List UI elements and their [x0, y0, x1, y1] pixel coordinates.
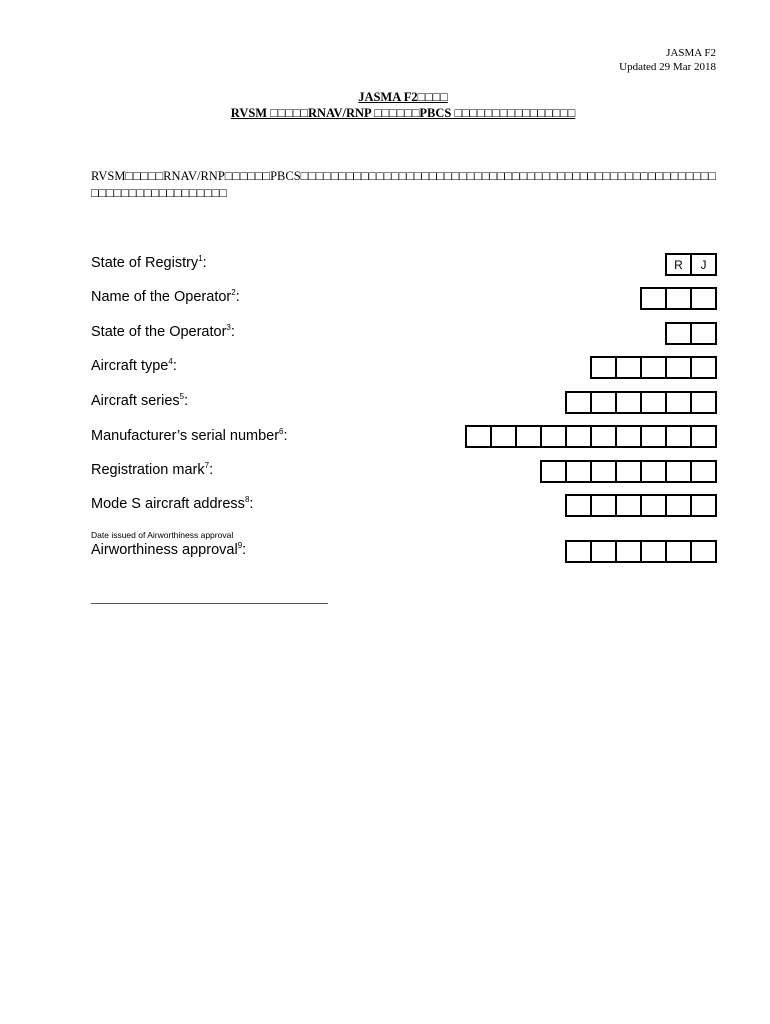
char-box[interactable]	[565, 462, 590, 481]
char-box[interactable]	[665, 289, 690, 308]
char-box[interactable]	[690, 496, 715, 515]
char-box[interactable]	[642, 289, 665, 308]
char-box[interactable]	[690, 427, 715, 446]
char-box[interactable]	[592, 358, 615, 377]
field-label-registration-mark: Registration mark$^7$:	[91, 461, 214, 478]
char-box[interactable]: R	[674, 257, 683, 272]
char-box[interactable]	[567, 542, 590, 561]
field-label-operator-state: State of the Operator$^3$:	[91, 323, 235, 340]
char-box[interactable]	[542, 462, 565, 481]
char-box[interactable]	[665, 427, 690, 446]
char-box[interactable]	[615, 427, 640, 446]
char-box[interactable]	[590, 462, 615, 481]
field-label-state-of-registry: State of Registry$^1$:	[91, 254, 207, 271]
char-box[interactable]	[640, 462, 665, 481]
char-box[interactable]	[640, 496, 665, 515]
field-label-aircraft-series: Aircraft series$^5$:	[91, 392, 189, 409]
char-box[interactable]	[615, 358, 640, 377]
field-label-mode-s-address: Mode S aircraft address$^8$:	[91, 495, 254, 512]
char-box[interactable]	[615, 393, 640, 412]
char-box[interactable]	[690, 289, 715, 308]
char-box[interactable]	[667, 324, 690, 343]
char-box[interactable]	[640, 393, 665, 412]
char-box[interactable]	[615, 462, 640, 481]
operator-state-boxes[interactable]	[665, 322, 717, 345]
char-box[interactable]	[590, 542, 615, 561]
intro-paragraph: RVSM□□□□□RNAV/RNP□□□□□□PBCS□□□□□□□□□□□□□□□□□□□□□□□□□□□□□□□□□□□□□□□□□□□□□□□□□□□□□□□□□□□□□□□□□□□□□□□□□	[91, 169, 716, 200]
char-box[interactable]	[690, 393, 715, 412]
operator-name-boxes[interactable]	[640, 287, 717, 310]
updated-date: Updated 29 Mar 2018	[619, 61, 716, 73]
airworthiness-approval-boxes[interactable]	[565, 540, 717, 563]
form-subtitle: RVSM □□□□□RNAV/RNP □□□□□□PBCS □□□□□□□□□□□□□□□□	[230, 106, 576, 120]
char-box[interactable]	[590, 393, 615, 412]
char-box[interactable]	[640, 542, 665, 561]
state-of-registry-boxes[interactable]	[665, 253, 717, 276]
char-box[interactable]	[665, 393, 690, 412]
char-box[interactable]	[690, 324, 715, 343]
char-box[interactable]	[615, 496, 640, 515]
char-box[interactable]	[590, 496, 615, 515]
aircraft-type-boxes[interactable]	[590, 356, 717, 379]
form-title: JASMA F2□□□□	[358, 90, 448, 104]
char-box[interactable]: J	[690, 255, 715, 274]
form-id: JASMA F2	[666, 47, 716, 59]
char-box[interactable]	[567, 393, 590, 412]
registration-mark-boxes[interactable]	[540, 460, 717, 483]
char-box[interactable]	[690, 358, 715, 377]
field-label-operator-name: Name of the Operator$^2$:	[91, 288, 240, 305]
char-box[interactable]	[540, 427, 565, 446]
char-box[interactable]	[590, 427, 615, 446]
char-box[interactable]	[615, 542, 640, 561]
field-label-airworthiness-approval: Airworthiness approval$^9$:	[91, 541, 247, 558]
char-box[interactable]	[690, 462, 715, 481]
char-box[interactable]	[640, 358, 665, 377]
char-box[interactable]	[565, 427, 590, 446]
char-box[interactable]	[490, 427, 515, 446]
field-label-aircraft-type: Aircraft type$^4$:	[91, 357, 177, 374]
char-box[interactable]	[690, 542, 715, 561]
char-box[interactable]	[665, 542, 690, 561]
char-box[interactable]	[567, 496, 590, 515]
field-label-serial-number: Manufacturer’s serial number$^6$:	[91, 427, 288, 444]
document-header	[619, 46, 716, 74]
char-box[interactable]	[467, 427, 490, 446]
serial-number-boxes[interactable]	[465, 425, 717, 448]
char-box[interactable]	[665, 358, 690, 377]
char-box[interactable]	[515, 427, 540, 446]
footnote-separator	[91, 603, 328, 604]
char-box[interactable]	[665, 496, 690, 515]
aircraft-series-boxes[interactable]	[565, 391, 717, 414]
char-box[interactable]	[665, 462, 690, 481]
mode-s-address-boxes[interactable]	[565, 494, 717, 517]
airworthiness-date-note: Date issued of Airworthiness approval	[91, 530, 234, 540]
char-box[interactable]	[640, 427, 665, 446]
